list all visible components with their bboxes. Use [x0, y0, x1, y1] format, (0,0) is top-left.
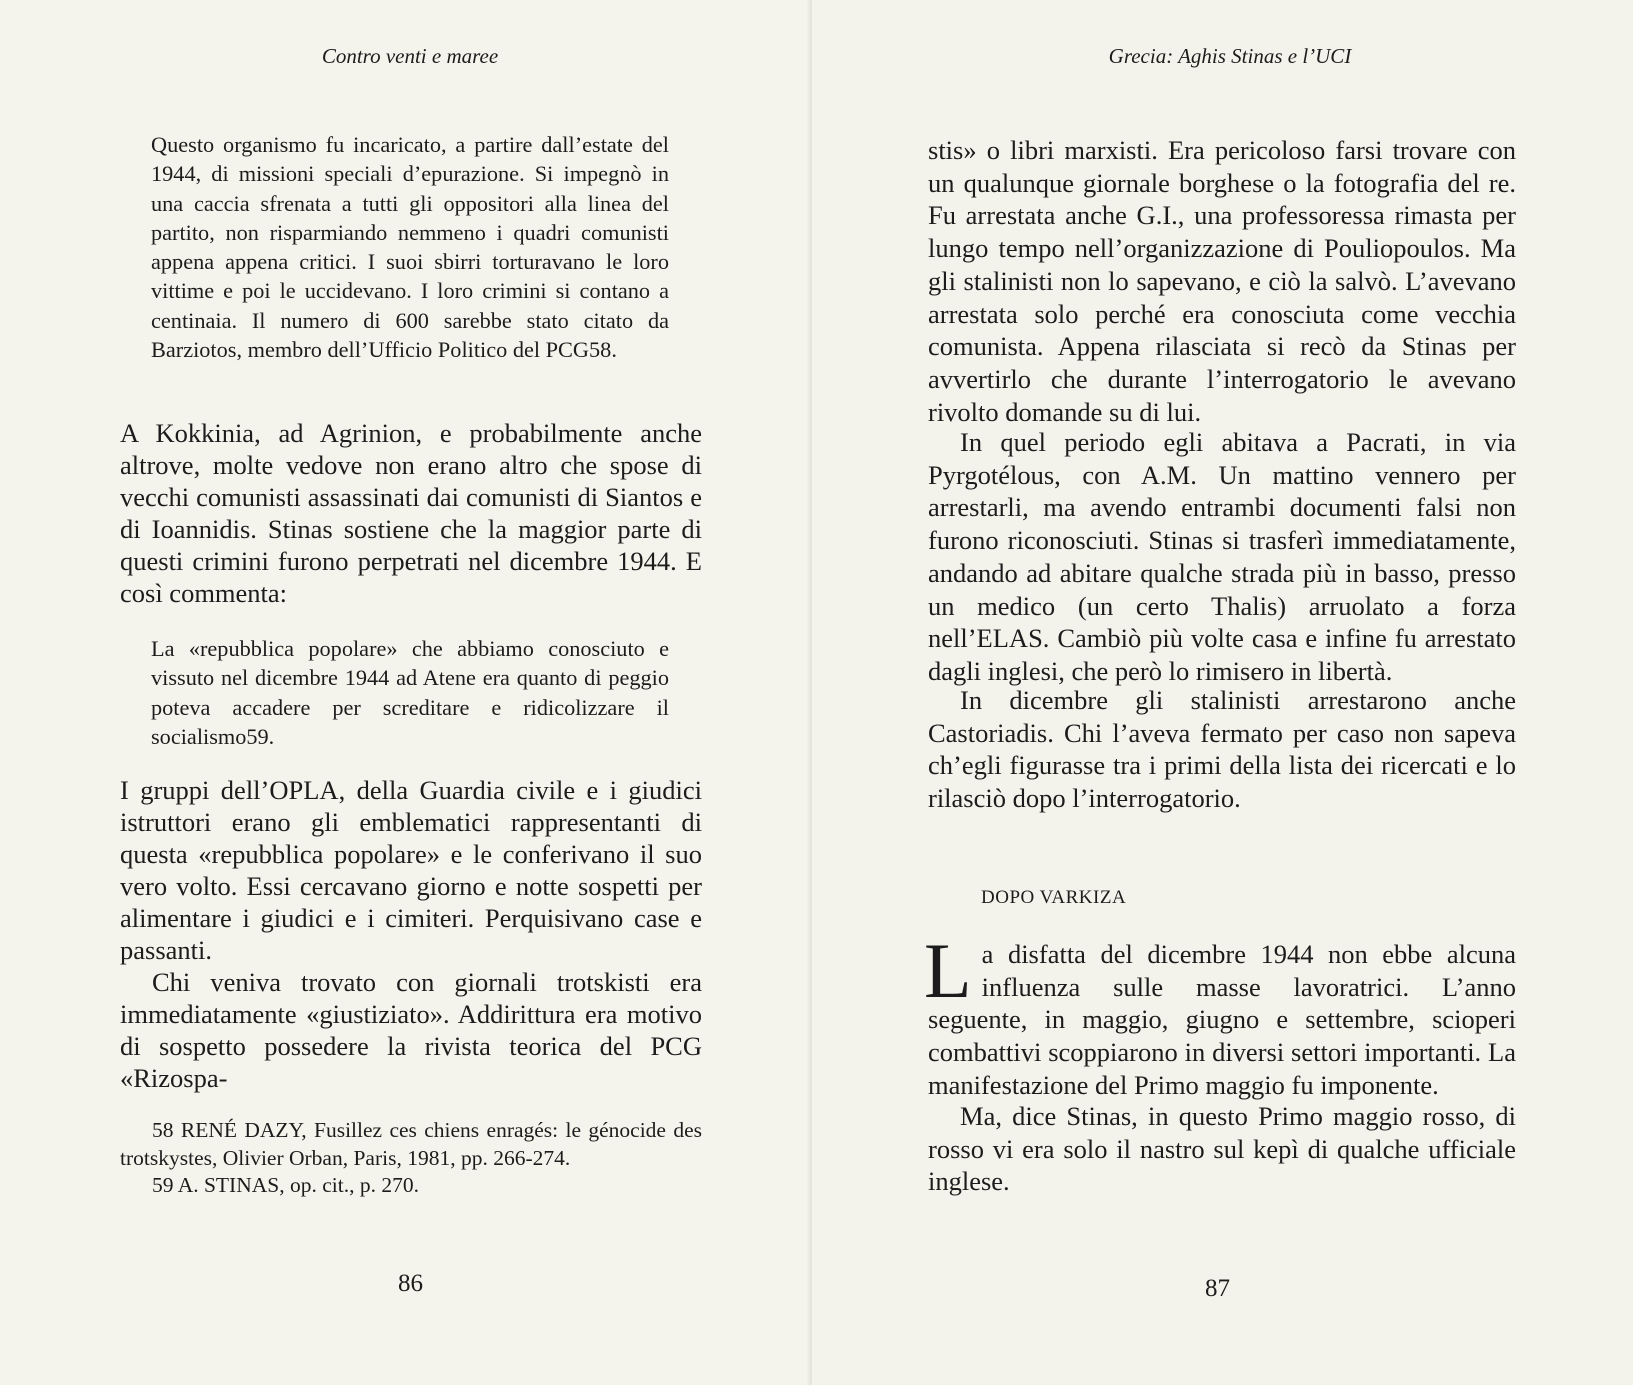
left-page	[0, 0, 812, 1385]
block-quote-repubblica: La «repubblica popolare» che abbiamo conosciuto e vissuto nel dicembre 1944 ad Atene era quanto di peggio poteva accadere per screditare e ridicolizzare il socialismo59.	[151, 636, 669, 749]
section-heading: DOPO VARKIZA	[981, 887, 1127, 908]
paragraph-pacrati: In quel periodo egli abitava a Pacrati, in via Pyrgotélous, con A.M. Un mattino vennero per arrestarli, ma avendo entrambi documenti falsi non furono riconosciuti. Stinas si trasferì immediatamente, andando ad abitare qualche strada più in basso, presso un medico (un certo Thalis) arruolato a forza nell’ELAS. Cambiò più volte casa e infine fu arrestato dagli inglesi, che però lo rimisero in libertà.	[928, 427, 1516, 686]
paragraph-disfatta-text: a disfatta del dicembre 1944 non ebbe alcuna influenza sulle masse lavoratrici. L’anno seguente, in maggio, giugno e settembre, scioperi combattivi scoppiarono in diversi settori importanti. La manifestazione del Primo maggio fu imponente.	[928, 939, 1516, 1100]
page-number-right: 87	[1205, 1275, 1230, 1302]
paragraph-primo-maggio: Ma, dice Stinas, in questo Primo maggio rosso, di rosso vi era solo il nastro sul kepì di qualche ufficiale inglese.	[928, 1101, 1516, 1197]
page-number-left: 86	[398, 1270, 423, 1297]
paragraph-rizospastis: stis» o libri marxisti. Era pericoloso farsi trovare con un qualunque giornale borghese o la fotografia del re. Fu arrestata anche G.I., una professoressa rimasta per lungo tempo nell’organizzazione di Pouliopoulos. Ma gli stalinisti non lo sapevano, e ciò la salvò. L’avevano arrestata solo perché era conosciuta come vecchia comunista. Appena rilasciata si recò da Stinas per avvertirlo che durante l’interrogatorio le avevano rivolto domande su di lui.	[928, 135, 1516, 427]
running-head-left: Contro venti e maree	[321, 44, 499, 68]
footnote-59: 59 A. STINAS, op. cit., p. 270.	[152, 1173, 419, 1197]
block-quote-opla: Questo organismo fu incaricato, a partire dall’estate del 1944, di missioni speciali d’epurazione. Si impegnò in una caccia sfrenata a tutti gli oppositori alla linea del partito, non risparmiando nemmeno i quadri comunisti appena appena critici. I suoi sbirri torturavano le loro vittime e poi le uccidevano. I loro crimini si contano a centinaia. Il numero di 600 sarebbe stato citato da Barziotos, membro dell’Ufficio Politico del PCG58.	[151, 132, 669, 363]
paragraph-trotskisti: Chi veniva trovato con giornali trotskisti era immediatamente «giustiziato». Addirittura era motivo di sospetto possedere la rivista teorica del PCG «Rizospa-	[120, 967, 702, 1093]
drop-cap: L	[924, 927, 972, 1014]
paragraph-kokkinia: A Kokkinia, ad Agrinion, e probabilmente anche altrove, molte vedove non erano altro che spose di vecchi comunisti assassinati dai comunisti di Siantos e di Ioannidis. Stinas sostiene che la maggior parte di questi crimini furono perpetrati nel dicembre 1944. E così commenta:	[120, 418, 702, 608]
paragraph-opla-groups: I gruppi dell’OPLA, della Guardia civile e i giudici istruttori erano gli emblematici rappresentanti di questa «repubblica popolare» e le conferivano il suo vero volto. Essi cercavano giorno e notte sospetti per alimentare i giudici e i cimiteri. Perquisivano case e passanti.	[120, 775, 702, 965]
footnotes	[120, 1117, 702, 1200]
running-head-right: Grecia: Aghis Stinas e l’UCI	[1108, 44, 1352, 68]
footnote-58: 58 RENÉ DAZY, Fusillez ces chiens enragés: le génocide des trotskystes, Olivier Orban, Paris, 1981, pp. 266-274.	[120, 1118, 702, 1170]
paragraph-disfatta	[924, 927, 1516, 1102]
paragraph-castoriadis: In dicembre gli stalinisti arrestarono anche Castoriadis. Chi l’aveva fermato per caso non sapeva ch’egli figurasse tra i primi della lista dei ricercati e lo rilasciò dopo l’interrogatorio.	[928, 685, 1516, 814]
